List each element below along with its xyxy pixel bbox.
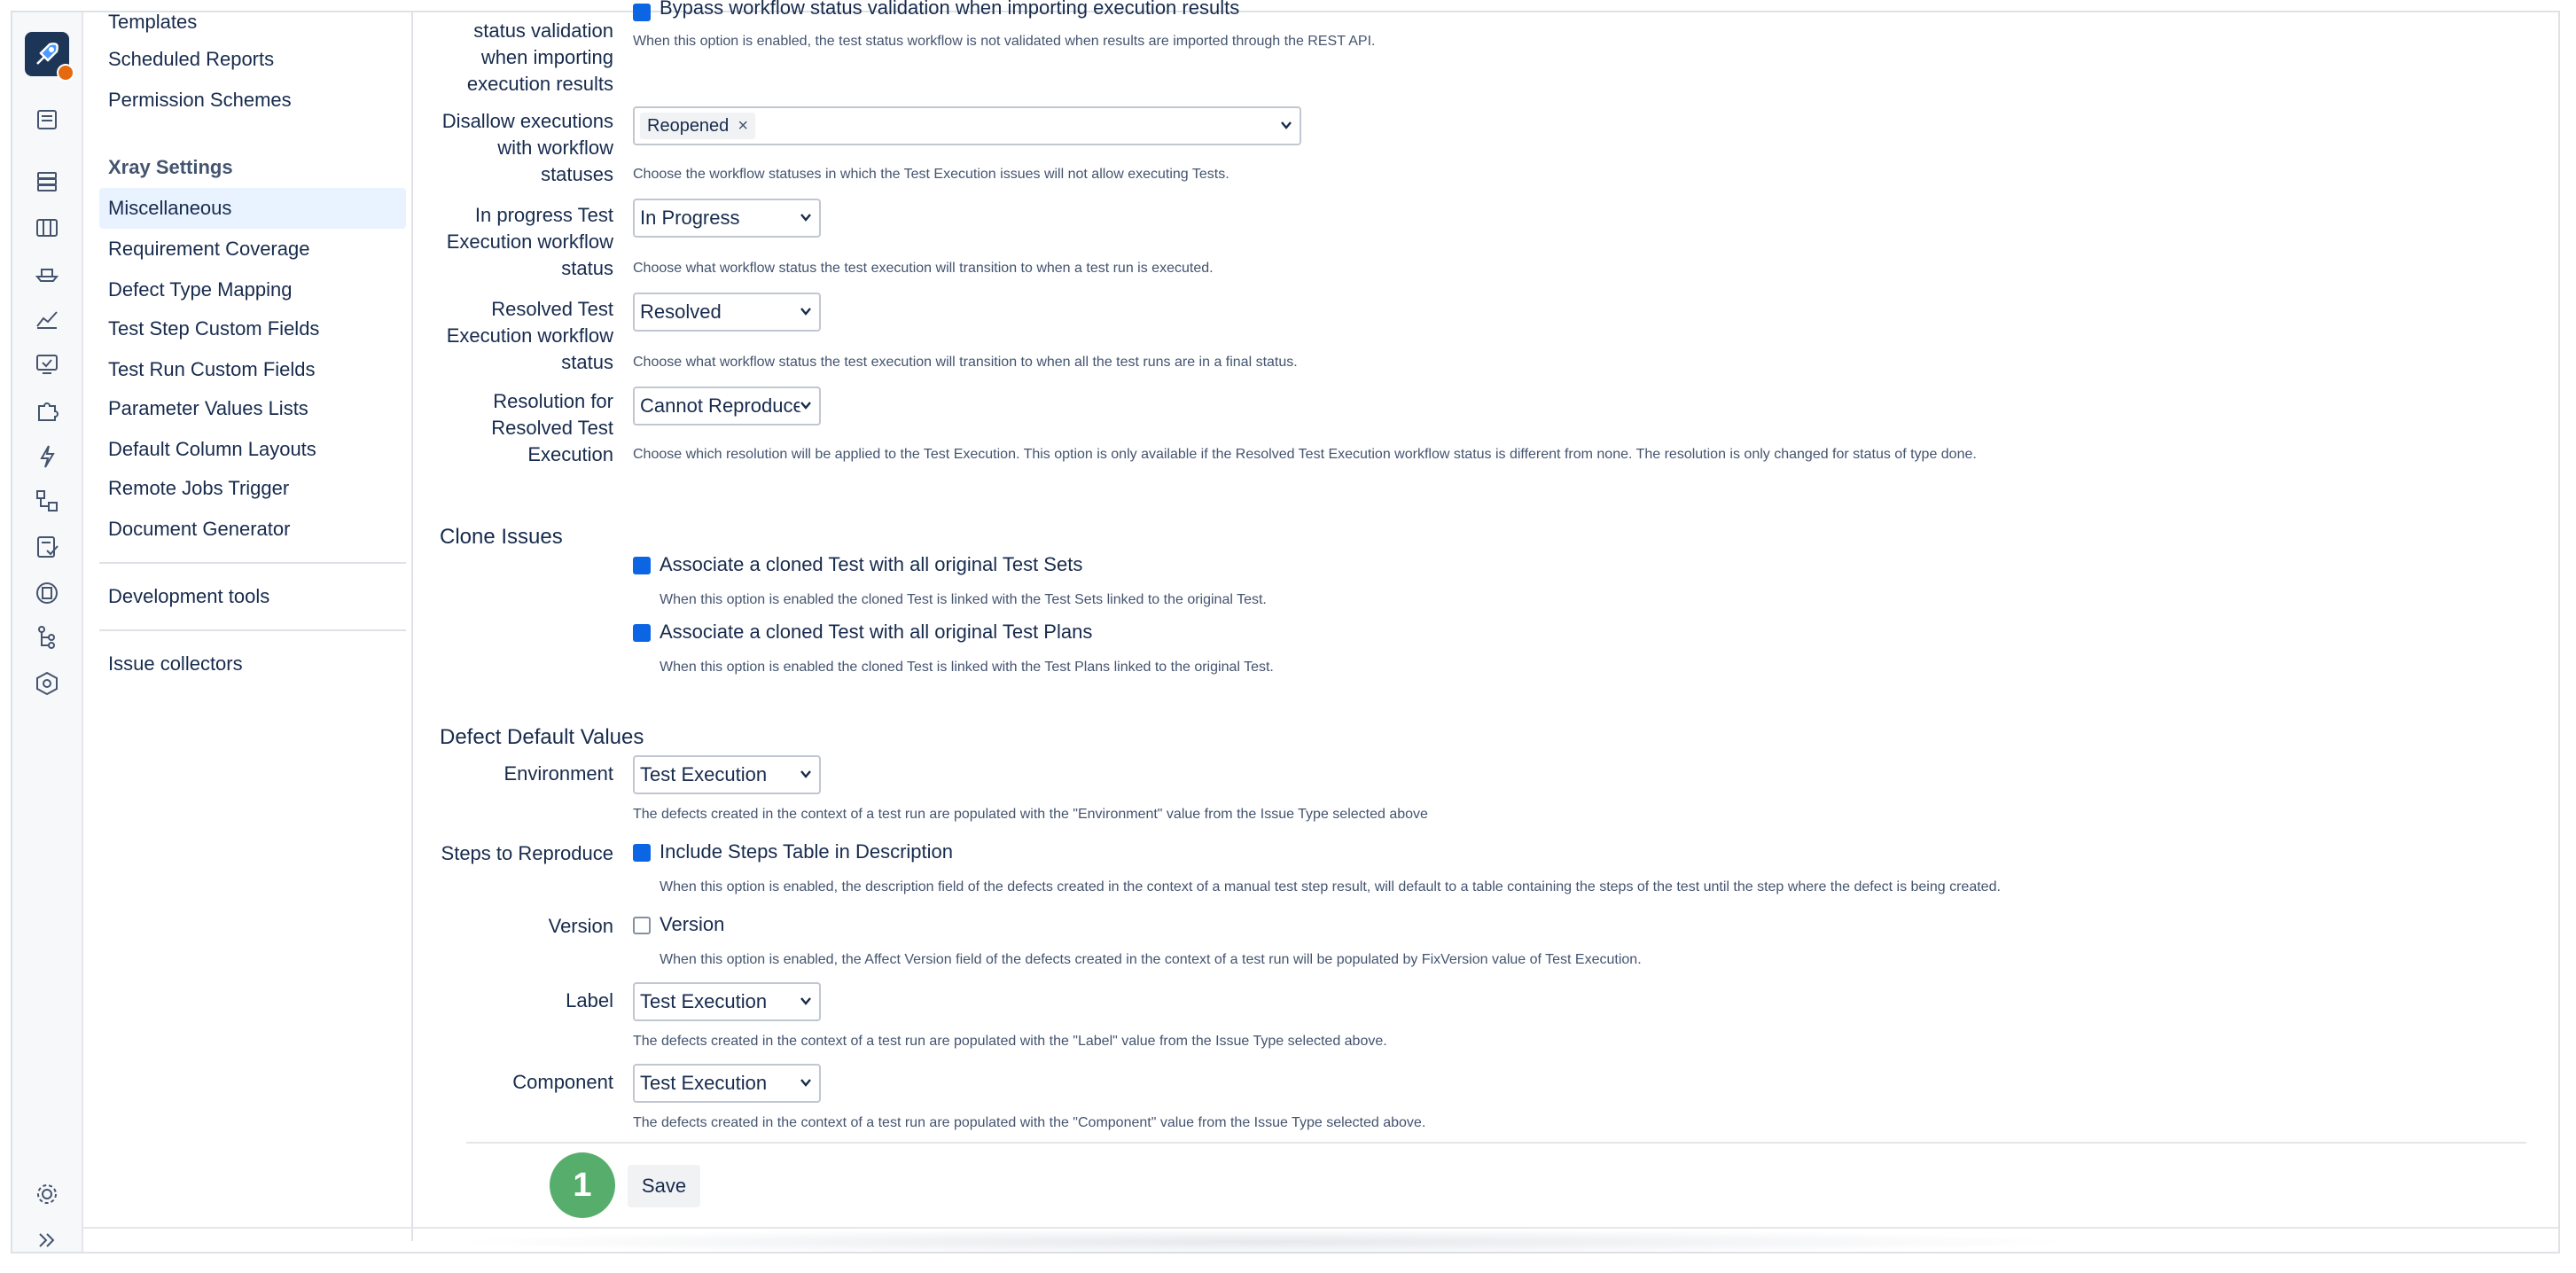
include-steps-checkbox[interactable] (633, 844, 651, 862)
chevron-down-icon (800, 211, 812, 223)
component-value: Test Execution (640, 1072, 768, 1094)
database-icon[interactable] (32, 167, 62, 197)
gear-icon[interactable] (32, 1179, 62, 1209)
sidebar-divider (99, 562, 406, 564)
ship-icon[interactable] (32, 257, 62, 287)
label-select[interactable] (633, 982, 821, 1021)
document-scan-icon[interactable] (32, 578, 62, 608)
settings-sidebar (85, 12, 413, 1241)
footer-shadow (443, 1229, 2083, 1255)
steps-help-text: When this option is enabled, the description field of the defects created in the context of a manual test step result, will default to a table containing the steps of the test until the step where the defect is being created. (660, 879, 2001, 894)
disallow-help-text: Choose the workflow statuses in which the Test Execution issues will not allow executing Tests. (633, 167, 1229, 182)
expand-icon[interactable] (32, 1225, 62, 1255)
sidebar-item-issue-collectors[interactable]: Issue collectors (108, 652, 243, 675)
hierarchy-icon[interactable] (32, 486, 62, 516)
version-checkbox[interactable] (633, 917, 651, 934)
component-help-text: The defects created in the context of a test run are populated with the "Component" value from the Issue Type selected above. (633, 1115, 1426, 1130)
clone-test-plans-help: When this option is enabled the cloned Test is linked with the Test Plans linked to the original Test. (660, 660, 1274, 675)
hexagon-icon[interactable] (32, 668, 62, 699)
sidebar-divider (99, 629, 406, 631)
tree-icon[interactable] (32, 622, 62, 652)
environment-select[interactable] (633, 755, 821, 794)
columns-icon[interactable] (32, 213, 62, 243)
environment-value: Test Execution (640, 763, 768, 785)
sidebar-item-parameter-values-lists[interactable]: Parameter Values Lists (108, 397, 308, 419)
chevron-down-icon (800, 399, 812, 411)
sidebar-item-test-run-custom-fields[interactable]: Test Run Custom Fields (108, 358, 316, 380)
environment-field-label: Environment (503, 762, 613, 785)
resolved-help-text: Choose what workflow status the test execution will transition to when all the test runs are in a final status. (633, 355, 1298, 370)
sidebar-item-development-tools[interactable]: Development tools (108, 585, 270, 607)
chevron-down-icon (1280, 119, 1292, 131)
rocket-icon (32, 39, 62, 69)
clone-test-plans-checkbox[interactable] (633, 624, 651, 642)
version-checkbox-label: Version (660, 913, 725, 935)
status-chip-label: Reopened (647, 115, 730, 136)
bypass-validation-label: Bypass workflow status validation when importing execution results (660, 0, 1240, 19)
resolution-select[interactable] (633, 387, 821, 426)
sidebar-item-defect-type-mapping[interactable]: Defect Type Mapping (108, 278, 293, 301)
sidebar-item-miscellaneous[interactable]: Miscellaneous (108, 197, 232, 219)
sidebar-item-default-column-layouts[interactable]: Default Column Layouts (108, 438, 316, 460)
app-logo[interactable] (25, 32, 69, 76)
sidebar-item-scheduled-reports[interactable]: Scheduled Reports (108, 48, 275, 70)
sidebar-item-templates[interactable]: Templates (108, 11, 198, 33)
version-field-label: Version (548, 915, 613, 937)
chevron-down-icon (800, 1076, 812, 1089)
label-field-label: Label (566, 989, 613, 1011)
lightning-icon[interactable] (32, 441, 62, 472)
defect-defaults-heading: Defect Default Values (440, 725, 644, 749)
component-select[interactable] (633, 1064, 821, 1103)
include-steps-label: Include Steps Table in Description (660, 840, 954, 863)
bypass-validation-checkbox[interactable] (633, 4, 651, 21)
sidebar-item-permission-schemes[interactable]: Permission Schemes (108, 89, 292, 111)
environment-help-text: The defects created in the context of a test run are populated with the "Environment" value from the Issue Type selected above (633, 807, 1428, 822)
clone-test-plans-label: Associate a cloned Test with all original Test Plans (660, 621, 1093, 643)
sidebar-item-test-step-custom-fields[interactable]: Test Step Custom Fields (108, 317, 320, 340)
step-marker: 1 (550, 1152, 615, 1218)
version-help-text: When this option is enabled, the Affect Version field of the defects created in the context of a test run will be populated by FixVersion value of Test Execution. (660, 952, 1642, 967)
in-progress-help-text: Choose what workflow status the test execution will transition to when a test run is executed. (633, 261, 1214, 276)
bypass-field-label: status validation when importing execution results (466, 20, 613, 95)
sidebar-item-remote-jobs-trigger[interactable]: Remote Jobs Trigger (108, 477, 290, 499)
sidebar-item-document-generator[interactable]: Document Generator (108, 518, 291, 540)
bypass-help-text: When this option is enabled, the test status workflow is not validated when results are imported through the REST API. (633, 34, 1376, 49)
resolution-value: Cannot Reproduce (640, 394, 804, 417)
checklist-icon[interactable] (32, 532, 62, 562)
form-divider (466, 1142, 2526, 1144)
clone-test-sets-checkbox[interactable] (633, 557, 651, 574)
component-field-label: Component (512, 1071, 613, 1093)
resolved-value: Resolved (640, 301, 722, 323)
app-window (11, 0, 2560, 1253)
in-progress-status-select[interactable] (633, 199, 821, 238)
sidebar-section-heading: Xray Settings (108, 156, 233, 178)
status-chip (640, 113, 755, 139)
label-help-text: The defects created in the context of a test run are populated with the "Label" value from the Issue Type selected above. (633, 1034, 1387, 1049)
icon-rail (12, 12, 83, 1252)
sidebar-item-requirement-coverage[interactable]: Requirement Coverage (108, 238, 310, 260)
clone-issues-heading: Clone Issues (440, 525, 563, 549)
board-icon[interactable] (32, 105, 62, 135)
notification-badge (57, 64, 74, 82)
resolved-status-select[interactable] (633, 293, 821, 332)
in-progress-value: In Progress (640, 207, 740, 229)
chevron-down-icon (800, 768, 812, 780)
clone-test-sets-help: When this option is enabled the cloned Test is linked with the Test Sets linked to the original Test. (660, 592, 1267, 607)
chevron-down-icon (800, 995, 812, 1007)
label-value: Test Execution (640, 990, 768, 1012)
chevron-down-icon (800, 305, 812, 317)
disallow-field-label: Disallow executions with workflow statuses (441, 110, 613, 185)
clone-test-sets-label: Associate a cloned Test with all original Test Sets (660, 553, 1083, 575)
puzzle-icon[interactable] (32, 395, 62, 426)
steps-field-label: Steps to Reproduce (441, 842, 613, 864)
chart-icon[interactable] (32, 303, 62, 333)
resolution-help-text: Choose which resolution will be applied to the Test Execution. This option is only available if the Resolved Test Execution workflow status is different from none. The resolution is only changed for status of type done. (633, 447, 1977, 462)
disallow-statuses-select[interactable] (633, 106, 1301, 145)
settings-form (413, 0, 2558, 1241)
resolution-field-label: Resolution for Resolved Test Execution (491, 390, 613, 465)
resolved-field-label: Resolved Test Execution workflow status (446, 298, 613, 373)
in-progress-field-label: In progress Test Execution workflow status (446, 204, 613, 279)
save-button[interactable]: Save (628, 1165, 700, 1207)
monitor-check-icon[interactable] (32, 349, 62, 379)
chip-remove-icon[interactable]: × (738, 115, 748, 136)
